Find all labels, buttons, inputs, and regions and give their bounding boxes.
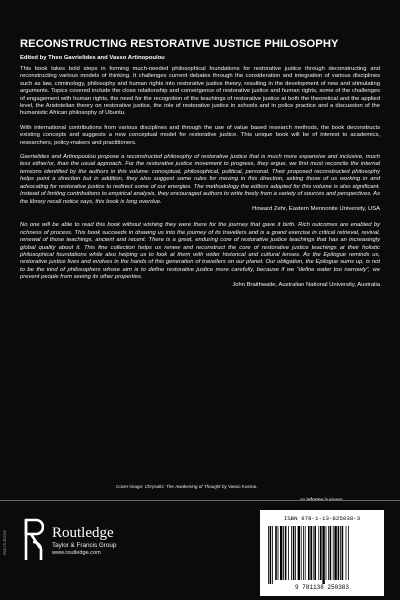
blurb-paragraph-2: With international contributions from various disciplines and through the use of value based research methods, the book deconstructs existing concepts and suggests a new conceptual model for restorative justice. This unique book will be of interest to academics, researchers, policy-makers and practitioners. [20,124,380,146]
cover-text-block [20,38,380,289]
endorsement-quote-zehr: Gavrielides and Artinopoulou propose a reconstructed philosophy of restorative justice that is much more expansive and inclusive, much less either/or, than the usual approach. For the restorative justice movement to progress, they argue, we first must reconcile the internal tensions identified by the authors in this volume: conceptual, philosophical, political, personal. Their proposed reconstructed philosophy helps point a direction but in addition, they also suggest some rules for moving in this direction, asking those of us working in and advocating for restorative justice to redirect some of our energies. The methodology the editors adopted for this volume is also significant. Instead of limiting contributions to empirical analysis, they encouraged authors to write freely from a variety of sources and perspectives. As the library recall notice says, this book is long overdue. [20,154,380,205]
barcode-bar [310,526,312,580]
barcode-bar [272,526,273,584]
barcode-number: 9 781138 250383 [294,584,349,591]
barcode-bar [308,526,310,580]
barcode-bar [342,526,344,580]
editors-line: Edited by Theo Gavrielides and Vasso Artinopoulou [20,55,165,61]
barcode-bar [301,526,302,580]
barcode-bar [313,526,314,580]
barcode-bars [266,526,378,584]
barcode-bar [280,526,282,580]
publisher-group: Taylor & Francis Group [52,541,117,549]
barcode-bar [314,526,316,580]
publisher-block [20,518,116,562]
isbn-label: ISBN 978-1-13-825038-3 [283,515,361,522]
barcode-bar [320,526,322,580]
barcode-bar [278,526,279,580]
barcode-bar [291,526,292,580]
barcode-bar [275,526,277,580]
endorsement-quote-braithwaite: No one will be able to read this book without wishing they were there for the journey that gave it birth. Rich outcomes are enabled by richness of process. This book succeeds in drawing us into the journey of its travellers and is a grand exercise in critical retrieval, revival, renewal of those teachings, ancient and recent. There is a great, enduring core of restorative justice teachings that has an increasingly global quality about it. This fine collection helps us renew and reconstruct the core of restorative justice teachings at their holistic philosophical foundations while also helping us to look at them with wider historical and cultural lenses. As the Epilogue reminds us, restorative justice lives and evolves in the hands of this generation of travellers on our planet. Our obligation, the Epilogue sums up, is not to be the kind of philosophers whose aim is to define restorative justice more carefully, because if we “define water too narrowly”, we prevent people from seeing its other properties. [20,222,380,281]
divider-line [0,500,400,501]
cover-image-prefix: Cover image: [116,484,145,489]
barcode-bar [293,526,295,580]
barcode-bar [288,526,289,580]
endorsement-author-braithwaite: John Braithwaite, Australian National University, Australia [232,281,380,288]
blurb-paragraph-1: This book takes bold steps in forming much-needed philosophical foundations for restorative justice through deconstructing and reconstructing various models of thinking. It challenges current debates through the consideration and integration of various disciplines such as law, criminology, philosophy and human rights into restorative justice theory, resulting in the development of new and stimulating arguments. Topics covered include the close relationship and convergence of restorative justice and human rights, some of the challenges of engagement with human rights, the need for the recognition of the teachings of restorative justice at both the theoretical and the applied level, the Aristotelian theory on restorative justice, the role of restorative justice in schools and in police practice and a discussion of the humanistic African philosophy of Ubuntu. [20,66,380,117]
barcode-bar [322,526,324,584]
barcode-bar [305,526,306,580]
barcode-bar [340,526,341,580]
barcode-bar [334,526,336,580]
barcode-bar [268,526,269,584]
barcode-bar [326,526,327,580]
routledge-logo-icon [20,518,44,562]
barcode-bar [338,526,340,580]
isbn-barcode [260,510,384,596]
barcode-bar [283,526,284,580]
publisher-url[interactable]: www.routledge.com [52,549,101,556]
book-title: RECONSTRUCTING RESTORATIVE JUSTICE PHILOSOPHY [20,38,339,50]
barcode-bar [318,526,319,580]
barcode-bar [298,526,300,580]
barcode-bar [346,526,347,580]
barcode-bar [303,526,304,580]
barcode-bar [330,526,332,580]
spine-publisher-mark: ROUTLEDGE [2,530,7,555]
publisher-text [52,525,116,556]
cover-image-credit [116,484,257,489]
barcode-bar [328,526,329,580]
barcode-bar [348,526,349,580]
barcode-bar [285,526,287,580]
cover-image-title: Chrysalis: The Awakening of Thought [144,484,221,489]
publisher-name: Routledge [52,524,114,541]
barcode-bar [295,526,296,580]
cover-image-suffix: by Vasso Kosma. [220,484,258,489]
barcode-bar [270,526,272,584]
barcode-bar [333,526,334,580]
endorsement-author-zehr: Howard Zehr, Eastern Mennonite University, USA [252,205,380,212]
